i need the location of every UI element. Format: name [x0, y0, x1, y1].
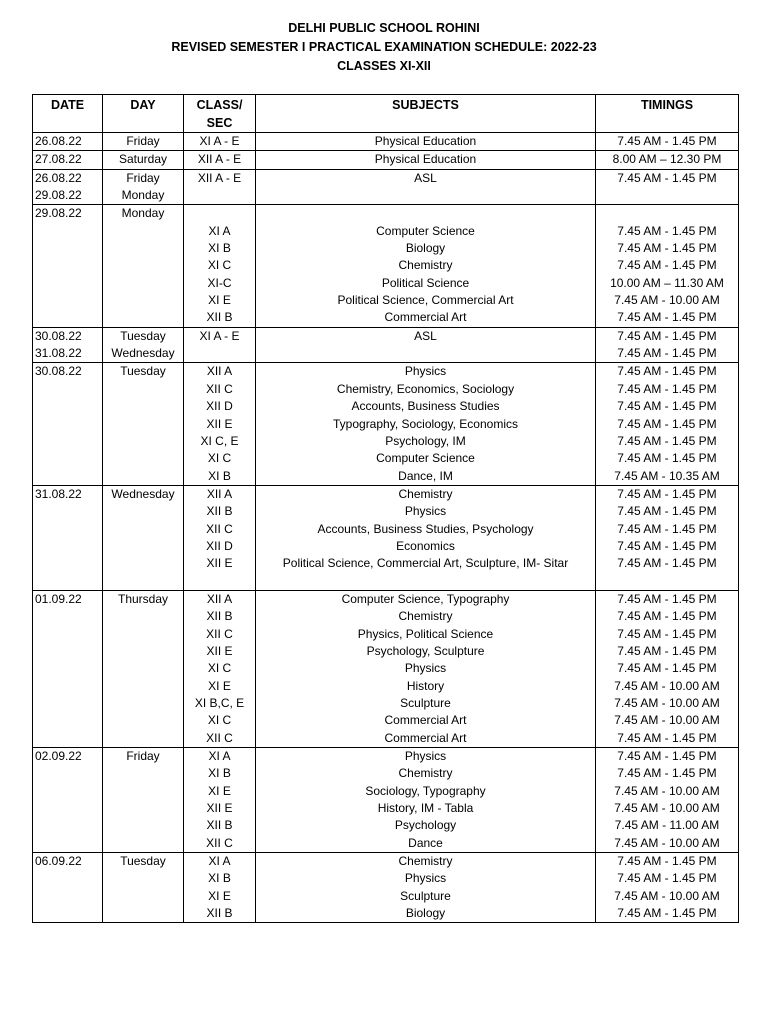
day-cell [103, 133, 184, 151]
class-text: XI B [208, 468, 231, 483]
subject-text: History, IM - Tabla [377, 801, 474, 816]
date-text: 01.09.22 [35, 591, 82, 606]
class-text: XI B [208, 766, 231, 781]
class-text: XII D [206, 399, 233, 414]
timing-text: 7.45 AM - 1.45 PM [617, 766, 717, 781]
class-cell [184, 748, 256, 853]
day-text: Wednesday [111, 346, 175, 361]
day-text: Tuesday [120, 364, 166, 379]
subject-text: Sculpture [400, 696, 451, 710]
timing-text: 7.45 AM - 1.45 PM [617, 591, 717, 606]
subject-cell [256, 853, 596, 923]
class-text: XII B [206, 504, 233, 519]
timing-text: 7.45 AM - 10.00 AM [614, 888, 720, 903]
class-text: XII C [206, 730, 233, 745]
timing-text: 8.00 AM – 12.30 PM [612, 152, 722, 167]
date-text: 30.08.22 [35, 328, 82, 343]
class-text: XI B [208, 871, 231, 886]
timing-cell [596, 205, 739, 327]
subject-text: Economics [396, 538, 455, 553]
date-cell [33, 133, 103, 151]
class-text: XI C [207, 661, 232, 676]
date-cell [33, 151, 103, 169]
table-row [33, 169, 739, 205]
subject-cell [256, 327, 596, 363]
table-row [33, 853, 739, 923]
class-text: XI C [207, 713, 232, 728]
timing-text: 7.45 AM - 1.45 PM [617, 643, 717, 658]
subject-cell [256, 363, 596, 485]
timing-text: 7.45 AM - 1.45 PM [617, 258, 717, 273]
table-row [33, 133, 739, 151]
timing-text: 7.45 AM - 1.45 PM [617, 538, 717, 553]
class-text: XII E [206, 416, 233, 431]
timing-cell [596, 853, 739, 923]
timing-text: 7.45 AM - 1.45 PM [617, 749, 717, 764]
date-text: 29.08.22 [35, 188, 82, 203]
timing-text: 7.45 AM - 1.45 PM [617, 854, 717, 869]
class-text: XII A - E [197, 170, 242, 185]
timing-text: 7.45 AM - 1.45 PM [617, 134, 717, 148]
subject-text: Sociology, Typography [365, 783, 486, 798]
timing-text: 7.45 AM - 10.00 AM [614, 801, 720, 816]
table-row [33, 363, 739, 485]
date-group [33, 133, 739, 151]
class-cell [184, 169, 256, 205]
date-group [33, 169, 739, 205]
subject-text: Dance, IM [398, 468, 453, 483]
subject-text: Commercial Art [384, 713, 467, 728]
timing-text: 7.45 AM - 10.00 AM [614, 678, 720, 693]
subject-text: Chemistry [398, 486, 453, 501]
timing-cell [596, 151, 739, 169]
timing-text: 7.45 AM - 1.45 PM [617, 661, 717, 676]
timing-cell [596, 590, 739, 747]
timing-text: 7.45 AM - 10.00 AM [614, 713, 720, 728]
subject-text: ASL [414, 170, 437, 185]
timing-text: 7.45 AM - 10.00 AM [614, 835, 720, 850]
table-row [33, 327, 739, 363]
timing-text: 7.45 AM - 10.00 AM [614, 783, 720, 798]
class-text: XI A [208, 854, 231, 869]
class-text: XI B [208, 241, 231, 256]
day-cell [103, 853, 184, 923]
subject-text [258, 205, 593, 222]
date-group [33, 327, 739, 363]
timing-text: 7.45 AM - 1.45 PM [617, 521, 717, 536]
date-cell [33, 485, 103, 590]
class-text: XII D [206, 538, 233, 553]
subject-text: Chemistry, Economics, Sociology [336, 381, 515, 396]
day-cell [103, 327, 184, 363]
table-row [33, 205, 739, 327]
header-class-line1: CLASS/ [196, 98, 243, 112]
class-text: XI A [208, 749, 231, 764]
class-text: XI B,C, E [194, 696, 245, 710]
subject-text: Chemistry [398, 609, 453, 624]
class-text [186, 573, 253, 590]
timing-text: 7.45 AM - 1.45 PM [617, 328, 717, 343]
class-text: XI-C [207, 275, 232, 290]
date-group [33, 363, 739, 485]
subject-text: Physics [404, 504, 447, 519]
class-text [186, 187, 253, 204]
day-cell [103, 590, 184, 747]
date-cell [33, 748, 103, 853]
class-text: XI C [207, 451, 232, 466]
class-text: XI A [208, 223, 231, 238]
subject-text: History [406, 678, 445, 693]
class-cell [184, 133, 256, 151]
subject-cell [256, 205, 596, 327]
class-text: XI A - E [199, 328, 240, 343]
subject-text: Political Science [381, 275, 470, 290]
subject-text: Commercial Art [384, 310, 467, 325]
timing-text: 7.45 AM - 1.45 PM [617, 310, 717, 325]
subject-text: Physics [404, 364, 447, 379]
class-cell [184, 151, 256, 169]
timing-text: 7.45 AM - 1.45 PM [617, 223, 717, 238]
day-text: Tuesday [120, 328, 166, 343]
date-text: 06.09.22 [35, 854, 82, 869]
subject-text: Accounts, Business Studies [351, 399, 500, 414]
header-date: DATE [33, 95, 103, 133]
day-text: Monday [121, 206, 165, 221]
day-text: Tuesday [120, 854, 166, 869]
day-text: Monday [121, 188, 165, 203]
subject-text: Biology [405, 906, 446, 921]
class-text: XII C [206, 381, 233, 396]
timing-text: 7.45 AM - 1.45 PM [617, 906, 717, 921]
subject-text: Typography, Sociology, Economics [333, 416, 518, 431]
subject-text: Chemistry [398, 854, 453, 869]
subject-text: Physics [404, 661, 447, 676]
timing-text: 7.45 AM - 10.00 AM [614, 293, 720, 308]
timing-text: 7.45 AM - 1.45 PM [617, 399, 717, 414]
timing-text: 7.45 AM - 1.45 PM [617, 381, 717, 396]
timing-text: 7.45 AM - 1.45 PM [617, 170, 717, 185]
subject-text: Physics [404, 871, 447, 886]
subject-text: ASL [414, 328, 437, 343]
subject-text: Dance [408, 835, 443, 850]
header-day: DAY [103, 95, 184, 133]
day-cell [103, 205, 184, 327]
day-text: Thursday [117, 591, 169, 606]
subject-cell [256, 590, 596, 747]
day-text: Friday [126, 170, 160, 185]
date-group [33, 590, 739, 747]
subject-cell [256, 169, 596, 205]
day-cell [103, 363, 184, 485]
subject-text: Psychology [394, 818, 457, 833]
date-text: 26.08.22 [35, 170, 82, 185]
class-text: XII A [206, 486, 233, 501]
day-cell [103, 748, 184, 853]
class-cell [184, 327, 256, 363]
school-name: DELHI PUBLIC SCHOOL ROHINI [288, 21, 480, 35]
date-cell [33, 205, 103, 327]
class-text: XI C [207, 258, 232, 273]
day-text: Friday [126, 749, 160, 764]
class-cell [184, 853, 256, 923]
timing-text: 7.45 AM - 1.45 PM [617, 416, 717, 431]
subject-text: Chemistry [398, 258, 453, 273]
class-cell [184, 205, 256, 327]
classes-subtitle: CLASSES XI-XII [337, 59, 431, 73]
class-text: XII A [206, 364, 233, 379]
subject-text: Political Science, Commercial Art, Sculpture, IM- Sitar [282, 556, 569, 571]
class-text: XII C [206, 521, 233, 536]
table-header [33, 95, 739, 133]
date-text: 27.08.22 [35, 152, 82, 167]
timing-text: 7.45 AM - 1.45 PM [617, 609, 717, 624]
timing-text: 7.45 AM - 1.45 PM [617, 241, 717, 256]
subject-text: Physics [404, 749, 447, 764]
date-cell [33, 327, 103, 363]
date-group [33, 853, 739, 923]
timing-text [598, 205, 736, 222]
subject-text: Sculpture [400, 888, 451, 903]
document-header [0, 19, 768, 76]
class-text: XI E [208, 678, 231, 693]
day-text: Saturday [118, 152, 168, 167]
subject-text: Computer Science [376, 451, 475, 466]
timing-text: 7.45 AM - 1.45 PM [617, 626, 717, 641]
class-text: XI C, E [200, 433, 239, 448]
date-text: 02.09.22 [35, 749, 82, 764]
class-cell [184, 590, 256, 747]
header-subjects: SUBJECTS [256, 95, 596, 133]
timing-text: 7.45 AM - 1.45 PM [617, 556, 717, 571]
header-timings: TIMINGS [596, 95, 739, 133]
timing-text [598, 573, 736, 590]
date-text: 31.08.22 [35, 346, 82, 361]
class-text: XII C [206, 626, 233, 641]
subject-cell [256, 151, 596, 169]
subject-text: Physical Education [374, 134, 477, 148]
class-text: XII B [206, 906, 233, 921]
class-text: XII E [206, 801, 233, 816]
subject-text: Psychology, IM [385, 433, 466, 448]
table-row [33, 151, 739, 169]
date-cell [33, 853, 103, 923]
class-text: XI E [208, 783, 231, 798]
subject-text [258, 345, 593, 362]
class-text: XII E [206, 643, 233, 658]
subject-text [258, 573, 593, 590]
class-text: XII A - E [197, 152, 242, 167]
date-text: 30.08.22 [35, 364, 82, 379]
class-text: XII B [206, 609, 233, 624]
timing-cell [596, 169, 739, 205]
subject-cell [256, 485, 596, 590]
class-text: XII C [206, 835, 233, 850]
table-row [33, 748, 739, 853]
header-class-line2: SEC [206, 116, 233, 130]
date-text: 29.08.22 [35, 206, 82, 221]
timing-text: 7.45 AM - 10.35 AM [614, 468, 720, 483]
timing-text: 7.45 AM - 1.45 PM [617, 451, 717, 466]
subject-text: Physical Education [374, 152, 477, 167]
timing-cell [596, 327, 739, 363]
date-text: 31.08.22 [35, 486, 82, 501]
subject-cell [256, 748, 596, 853]
date-group [33, 748, 739, 853]
class-text: XII B [206, 310, 233, 325]
timing-cell [596, 363, 739, 485]
timing-cell [596, 748, 739, 853]
date-cell [33, 363, 103, 485]
exam-schedule-table [32, 94, 739, 923]
timing-text: 7.45 AM - 1.45 PM [617, 730, 717, 745]
class-text [186, 205, 253, 222]
class-text: XI E [208, 888, 231, 903]
class-text: XI E [208, 293, 231, 308]
table-row [33, 590, 739, 747]
subject-text: Biology [405, 241, 446, 256]
timing-text: 7.45 AM - 1.45 PM [617, 504, 717, 519]
date-group [33, 205, 739, 327]
subject-text: Physics, Political Science [357, 626, 494, 641]
timing-text: 7.45 AM - 10.00 AM [614, 696, 720, 710]
class-text: XII A [206, 591, 233, 606]
date-text: 26.08.22 [35, 134, 82, 148]
subject-text: Computer Science [376, 223, 475, 238]
timing-text: 7.45 AM - 1.45 PM [617, 871, 717, 886]
day-text: Wednesday [111, 486, 175, 501]
class-text: XI A - E [199, 134, 240, 148]
date-cell [33, 169, 103, 205]
timing-text: 7.45 AM - 1.45 PM [617, 433, 717, 448]
subject-text: Psychology, Sculpture [366, 643, 485, 658]
timing-text: 7.45 AM - 11.00 AM [614, 818, 720, 833]
class-cell [184, 363, 256, 485]
header-class [184, 95, 256, 133]
subject-text: Accounts, Business Studies, Psychology [317, 521, 534, 536]
timing-text: 7.45 AM - 1.45 PM [617, 486, 717, 501]
subject-cell [256, 133, 596, 151]
date-cell [33, 590, 103, 747]
class-text: XII E [206, 556, 233, 571]
timing-cell [596, 485, 739, 590]
class-text: XII B [206, 818, 233, 833]
timing-text: 7.45 AM - 1.45 PM [617, 346, 717, 361]
subject-text: Chemistry [398, 766, 453, 781]
day-text: Friday [126, 134, 160, 148]
timing-text: 10.00 AM – 11.30 AM [610, 275, 724, 290]
subject-text [258, 187, 593, 204]
class-cell [184, 485, 256, 590]
day-cell [103, 169, 184, 205]
subject-text: Computer Science, Typography [341, 591, 510, 606]
subject-text: Commercial Art [384, 730, 467, 745]
schedule-title: REVISED SEMESTER I PRACTICAL EXAMINATION SCHEDULE: 2022-23 [171, 40, 597, 54]
timing-text [598, 187, 736, 204]
table-row [33, 485, 739, 590]
date-group [33, 151, 739, 169]
subject-text: Political Science, Commercial Art [337, 293, 514, 308]
day-cell [103, 485, 184, 590]
day-cell [103, 151, 184, 169]
timing-text: 7.45 AM - 1.45 PM [617, 364, 717, 379]
class-text [186, 345, 253, 362]
date-group [33, 485, 739, 590]
timing-cell [596, 133, 739, 151]
